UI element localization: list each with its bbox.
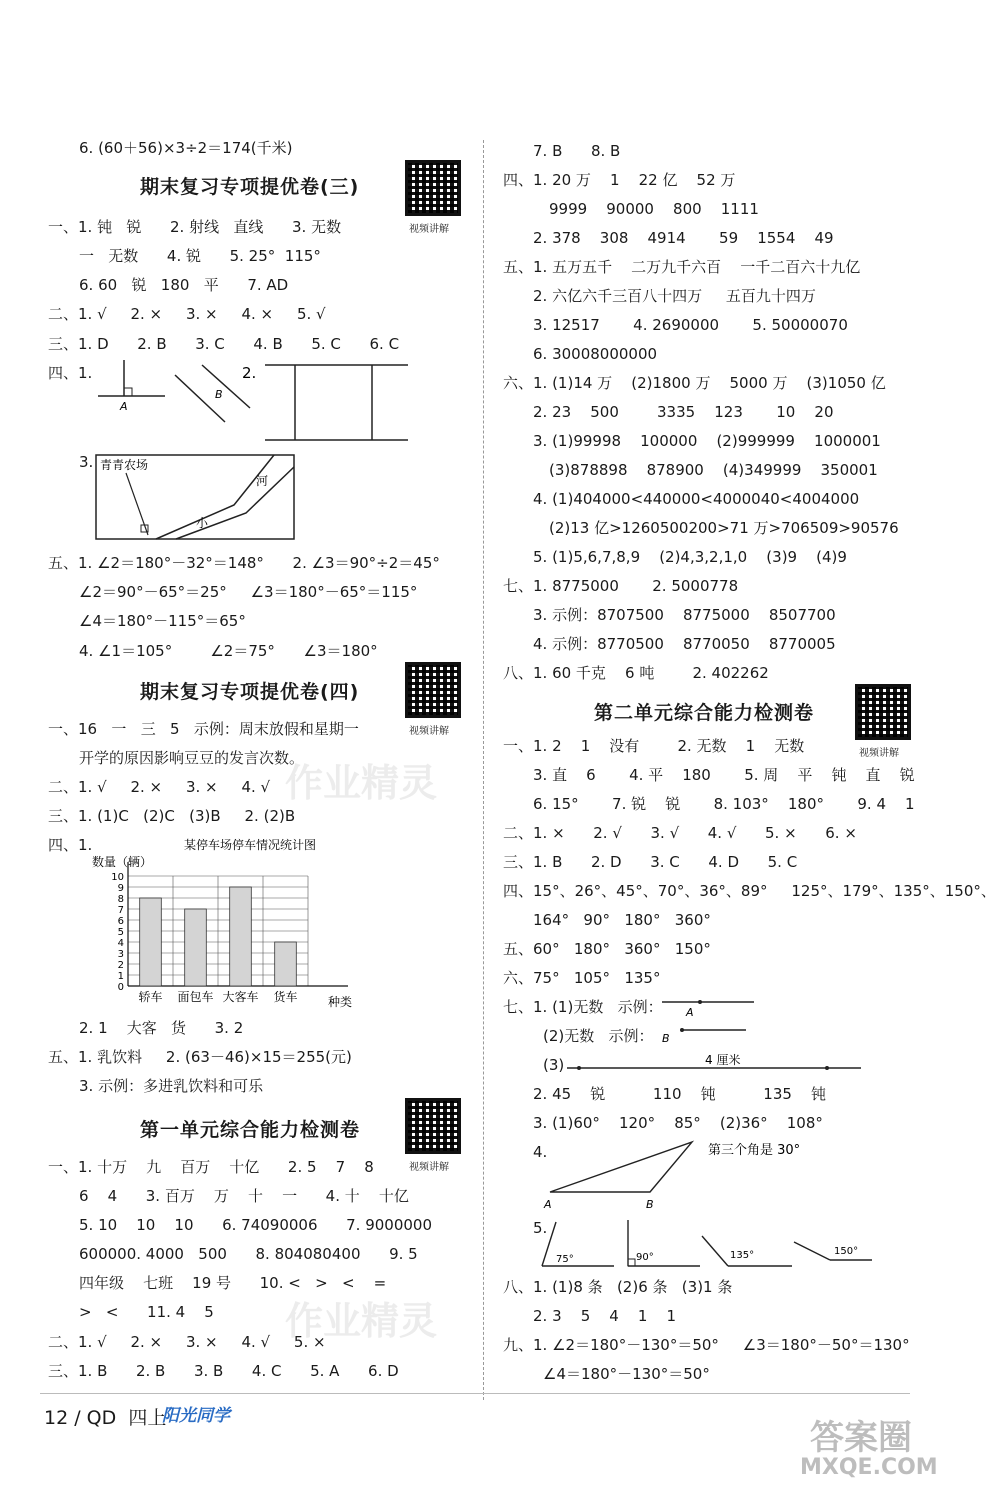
x-tick-label: 轿车	[138, 990, 163, 1004]
qr-caption: 视频讲解	[409, 726, 449, 737]
svg-text:75°: 75°	[556, 1254, 574, 1265]
answer-line: 四、1. 20 万 1 22 亿 52 万	[503, 171, 736, 189]
triangle-figure	[540, 1140, 840, 1212]
svg-text:A: A	[686, 1006, 694, 1019]
bar-轿车	[140, 898, 162, 986]
perpendicular-figure	[90, 360, 410, 450]
answer-line: 4.	[533, 1143, 548, 1161]
answer-line: 三、1. (1)C (2)C (3)B 2. (2)B	[48, 807, 296, 825]
answer-line: 6. 60 锐 180 平 7. AD	[79, 276, 289, 294]
qr-code-icon[interactable]	[405, 662, 461, 718]
watermark-site: MXQE.COM	[800, 1455, 938, 1480]
page-footer: 12 / QD 四上	[44, 1407, 167, 1429]
answer-line: 八、1. 60 千克 6 吨 2. 402262	[503, 664, 769, 682]
section-title: 第一单元综合能力检测卷	[140, 1119, 361, 1141]
answer-line: 五、1. ∠2＝180°－32°＝148° 2. ∠3＝90°÷2＝45°	[48, 554, 440, 572]
qr-code-icon[interactable]	[405, 1098, 461, 1154]
answer-line: 二、1. √ 2. × 3. × 4. √ 5. ×	[48, 1333, 326, 1351]
qr-caption: 视频讲解	[859, 748, 899, 759]
qr-caption: 视频讲解	[409, 1162, 449, 1173]
answer-line: 7. B 8. B	[533, 142, 621, 160]
svg-text:135°: 135°	[730, 1250, 755, 1261]
farm-river-figure	[96, 455, 296, 540]
answer-line: 4. (1)404000<440000<4000040<4004000	[533, 490, 860, 508]
section-title: 期末复习专项提优卷(三)	[140, 176, 360, 198]
angles-figure	[530, 1216, 875, 1272]
answer-line: 六、75° 105° 135°	[503, 969, 661, 987]
svg-text:第三个角是 30°: 第三个角是 30°	[708, 1143, 801, 1158]
svg-text:青青农场: 青青农场	[100, 458, 149, 472]
y-tick-label: 6	[117, 916, 124, 927]
segment-figure	[565, 1052, 865, 1076]
answer-line: 5. (1)5,6,7,8,9 (2)4,3,2,1,0 (3)9 (4)9	[533, 548, 847, 566]
answer-line: 2. 23 500 3335 123 10 20	[533, 403, 834, 421]
answer-line: 一 无数 4. 锐 5. 25° 115°	[79, 247, 321, 265]
answer-line: 二、1. √ 2. × 3. × 4. √	[48, 778, 271, 796]
answer-line: 八、1. (1)8 条 (2)6 条 (3)1 条	[503, 1278, 733, 1296]
y-tick-label: 10	[111, 872, 124, 883]
answer-line: ∠4＝180°－115°＝65°	[79, 612, 246, 630]
y-tick-label: 5	[117, 927, 124, 938]
chart-y-label: 数量（辆）	[92, 855, 153, 869]
answer-line: 6. 15° 7. 锐 锐 8. 103° 180° 9. 4 1	[533, 795, 915, 813]
answer-line: 600000. 4000 500 8. 804080400 9. 5	[79, 1245, 418, 1263]
answer-line: 3. 示例：多进乳饮料和可乐	[79, 1077, 264, 1095]
answer-line: 2. 六亿六千三百八十四万 五百九十四万	[533, 287, 816, 305]
answer-line: 一、1. 2 1 没有 2. 无数 1 无数	[503, 737, 805, 755]
y-tick-label: 9	[117, 883, 124, 894]
brand-logo: 阳光同学	[162, 1406, 230, 1426]
watermark-logo: 答案圈	[810, 1418, 912, 1458]
chart-title: 某停车场停车情况统计图	[183, 838, 317, 852]
answer-line: 4. ∠1＝105° ∠2＝75° ∠3＝180°	[79, 642, 378, 660]
qr-code-icon[interactable]	[405, 160, 461, 216]
answer-line: 六、1. (1)14 万 (2)1800 万 5000 万 (3)1050 亿	[503, 374, 886, 392]
answer-line: 6. 30008000000	[533, 345, 658, 363]
ray-b-figure	[660, 1022, 760, 1046]
answer-line: 七、1. (1)无数 示例：	[503, 998, 663, 1016]
answer-line: 3. (1)99998 100000 (2)999999 1000001	[533, 432, 881, 450]
answer-line: 三、1. B 2. D 3. C 4. D 5. C	[503, 853, 798, 871]
svg-text:B: B	[215, 388, 223, 401]
answer-line: 五、1. 五万五千 二万九千六百 一千二百六十九亿	[503, 258, 861, 276]
answer-line: 2. 1 大客 货 3. 2	[79, 1019, 244, 1037]
answer-line: 3. (1)60° 120° 85° (2)36° 108°	[533, 1114, 823, 1132]
answer-line: 三、1. B 2. B 3. B 4. C 5. A 6. D	[48, 1362, 399, 1380]
x-tick-label: 货车	[273, 990, 298, 1004]
answer-line: 七、1. 8775000 2. 5000778	[503, 577, 739, 595]
answer-line: 3.	[79, 453, 94, 471]
answer-line: 3. 示例：8707500 8775000 8507700	[533, 606, 836, 624]
answer-line: 9999 90000 800 1111	[549, 200, 759, 218]
answer-line: 3. 12517 4. 2690000 5. 50000070	[533, 316, 848, 334]
answer-line: ∠4＝180°－130°＝50°	[543, 1365, 710, 1383]
answer-line: 一、1. 十万 九 百万 十亿 2. 5 7 8	[48, 1158, 374, 1176]
ray-a-figure	[660, 996, 760, 1020]
x-tick-label: 面包车	[177, 990, 214, 1004]
chart-x-label: 种类	[328, 995, 353, 1009]
answer-line: 二、1. √ 2. × 3. × 4. × 5. √	[48, 305, 326, 323]
svg-text:河: 河	[256, 474, 269, 488]
answer-line: 九、1. ∠2＝180°－130°＝50° ∠3＝180°－50°＝130°	[503, 1336, 910, 1354]
column-divider	[483, 140, 484, 1400]
answer-line: (2)无数 示例：	[543, 1027, 654, 1045]
y-tick-label: 4	[117, 938, 124, 949]
x-tick-label: 大客车	[222, 990, 259, 1004]
answer-line: 4. 示例：8770500 8770050 8770005	[533, 635, 836, 653]
y-tick-label: 7	[117, 905, 124, 916]
answer-line: 四、15°、26°、45°、70°、36°、89° 125°、179°、135°、150°、	[503, 882, 996, 900]
svg-text:90°: 90°	[636, 1252, 654, 1263]
watermark-text: 作业精灵	[285, 761, 438, 805]
answer-line: 5.	[533, 1219, 548, 1237]
answer-line: 2. 45 锐 110 钝 135 钝	[533, 1085, 827, 1103]
qr-caption: 视频讲解	[409, 224, 449, 235]
y-tick-label: 2	[117, 960, 124, 971]
svg-text:B: B	[646, 1198, 654, 1211]
answer-line: (3)	[543, 1056, 565, 1074]
parking-bar-chart	[90, 836, 370, 1011]
y-tick-label: 1	[117, 971, 124, 982]
answer-line: 四、1.	[48, 836, 93, 854]
section-title: 期末复习专项提优卷(四)	[140, 681, 360, 703]
book-code: QD 四上	[86, 1407, 167, 1429]
answer-line: 四年级 七班 19 号 10. < > < =	[79, 1274, 387, 1292]
bar-大客车	[230, 887, 252, 986]
answer-line: 6 4 3. 百万 万 十 一 4. 十 十亿	[79, 1187, 409, 1205]
answer-line: (3)878898 878900 (4)349999 350001	[549, 461, 878, 479]
answer-line: 164° 90° 180° 360°	[533, 911, 711, 929]
answer-line: 一、16 一 三 5 示例：周末放假和星期一	[48, 720, 359, 738]
answer-line: 一、1. 钝 锐 2. 射线 直线 3. 无数	[48, 218, 342, 236]
answer-line: 5. 10 10 10 6. 74090006 7. 9000000	[79, 1216, 433, 1234]
svg-text:B: B	[662, 1032, 670, 1045]
answer-line: 四、1.	[48, 364, 93, 382]
answer-line: 3. 直 6 4. 平 180 5. 周 平 钝 直 锐	[533, 766, 915, 784]
answer-line: 五、60° 180° 360° 150°	[503, 940, 711, 958]
watermark-text: 作业精灵	[285, 1299, 438, 1343]
answer-line: 三、1. D 2. B 3. C 4. B 5. C 6. C	[48, 335, 400, 353]
answer-line: 二、1. × 2. √ 3. √ 4. √ 5. × 6. ×	[503, 824, 857, 842]
svg-text:2.: 2.	[242, 364, 257, 382]
answer-line: 2. 3 5 4 1 1	[533, 1307, 677, 1325]
answer-line: 6. (60＋56)×3÷2＝174(千米)	[79, 139, 293, 157]
answer-line: > < 11. 4 5	[79, 1303, 214, 1321]
answer-line: ∠2＝90°－65°＝25° ∠3＝180°－65°＝115°	[79, 583, 418, 601]
svg-text:4 厘米: 4 厘米	[705, 1053, 741, 1067]
y-tick-label: 8	[117, 894, 124, 905]
answer-line: 开学的原因影响豆豆的发言次数。	[79, 749, 305, 767]
y-tick-label: 3	[117, 949, 124, 960]
page-number: 12	[44, 1407, 69, 1429]
point-label: A	[120, 400, 128, 413]
section-title: 第二单元综合能力检测卷	[594, 702, 815, 724]
svg-text:小: 小	[196, 516, 209, 530]
answer-line: 2. 378 308 4914 59 1554 49	[533, 229, 834, 247]
y-tick-label: 0	[117, 982, 124, 993]
bar-面包车	[185, 909, 207, 986]
svg-text:150°: 150°	[834, 1246, 859, 1257]
bar-货车	[275, 942, 297, 986]
footer-divider	[40, 1393, 910, 1394]
answer-line: (2)13 亿>1260500200>71 万>706509>90576	[549, 519, 899, 537]
svg-text:A: A	[544, 1198, 552, 1211]
qr-code-icon[interactable]	[855, 684, 911, 740]
answer-line: 五、1. 乳饮料 2. (63－46)×15＝255(元)	[48, 1048, 352, 1066]
